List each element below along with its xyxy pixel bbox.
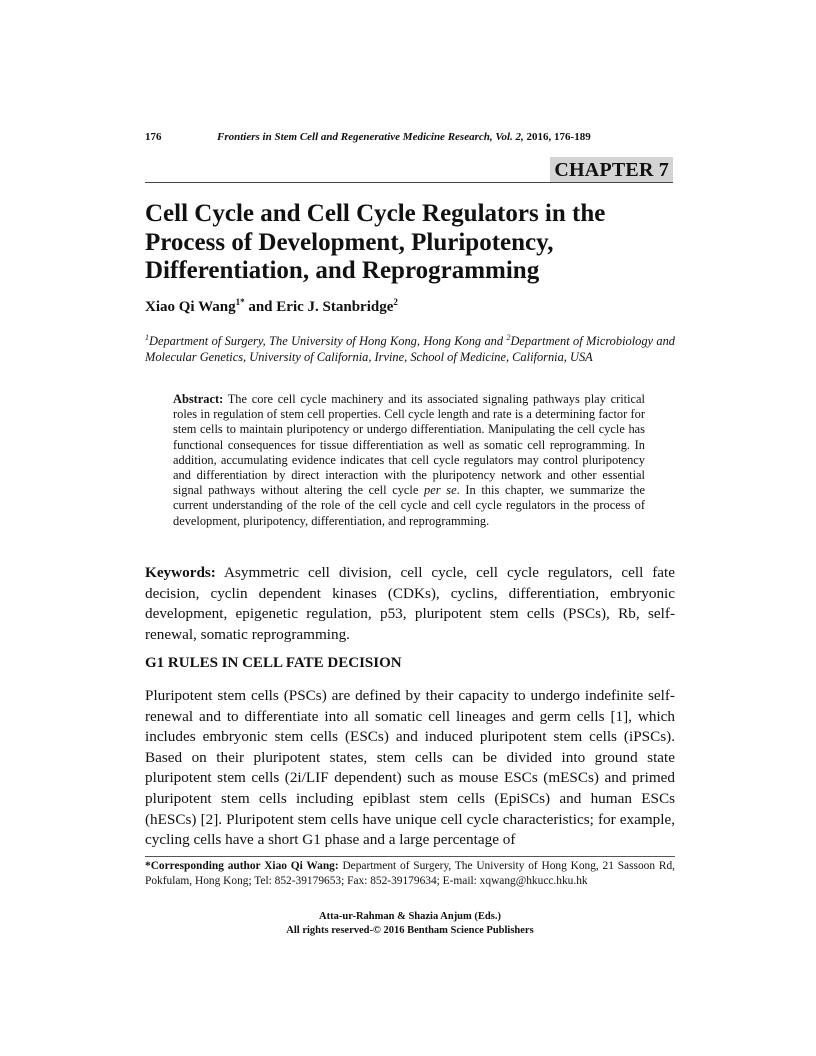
section-heading: G1 RULES IN CELL FATE DECISION [145,655,402,671]
rights-line: All rights reserved-© 2016 Bentham Science Publishers [286,924,534,936]
affiliation-text: Department of Surgery, The University of Hong Kong, Hong Kong and [149,334,507,349]
keywords [145,563,675,645]
author-conjunction: and [244,299,277,315]
footnote-text: Department of Surgery, The University of Hong Kong, 21 Sassoon Rd, Pokfulam, Hong Kong; Tel: 852-39179653; Fax: 852-39179634; E-mail: xqwang@hkucc.hku.hk [145,860,675,887]
affiliation-mark: 2 [506,333,511,342]
keywords-label: Keywords: [145,564,216,581]
body-paragraph: Pluripotent stem cells (PSCs) are defined by their capacity to undergo indefinite self-renewal and to differentiate into all somatic cell lineages and germ cells [1], which includes embryonic stem cells (ESCs) and induced pluripotent stem cells (iPSCs). Based on their pluripotent states, stem cells can be divided into ground state pluripotent stem cells (2i/LIF dependent) such as mouse ESCs (mESCs) and primed pluripotent stem cells including epiblast stem cells (EpiSCs) and human ESCs (hESCs) [2]. Pluripotent stem cells have unique cell cycle characteristics; for example, cycling cells have a short G1 phase and a large percentage of [145,687,675,849]
running-head [145,131,675,143]
footnote-divider [145,856,675,857]
page-number: 176 [145,131,162,143]
journal-year-pages: 2016, 176-189 [523,131,591,143]
chapter-divider [145,182,673,183]
author-name: Xiao Qi Wang [145,299,236,315]
author-affiliation-mark: 1* [235,297,245,307]
author-affiliation-mark: 2 [393,297,398,307]
footnote-label: *Corresponding author Xiao Qi Wang: [145,860,339,872]
abstract-text: The core cell cycle machinery and its associated signaling pathways play critical roles in regulation of stem cell properties. Cell cycle length and rate is a determining factor for stem cells to maintain pluripotency or undergo differentiation. Manipulating the cell cycle has functional consequences for tissue differentiation as well as somatic cell reprogramming. In addition, accumulating evidence indicates that cell cycle regulators may control pluripotency and differentiation by direct interaction with the pluripotency network and other essential signal pathways without altering the cell cycle [173,392,645,498]
abstract-italic: per se [424,483,457,498]
journal-name: Frontiers in Stem Cell and Regenerative Medicine Research, Vol. 2, [217,131,524,143]
publisher-info [145,910,675,937]
abstract-text: . In this chapter, we summarize the current understanding of the role of the cell cycle and cell cycle regulators in the process of development, pluripotency, differentiation, and reprogramming. [173,483,645,528]
keywords-text: Asymmetric cell division, cell cycle, cell cycle regulators, cell fate decision, cyclin dependent kinases (CDKs), cyclins, differentiation, embryonic development, epigenetic regulation, p53, pluripotent stem cells (PSCs), Rb, self-renewal, somatic reprogramming. [145,564,675,643]
paper-title: Cell Cycle and Cell Cycle Regulators in the Process of Development, Pluripotency, Differentiation, and Reprogramming [145,200,606,284]
affiliation-text: Department of Microbiology and Molecular Genetics, University of California, Irvine, School of Medicine, California, USA [145,334,676,364]
abstract-label: Abstract: [173,392,224,406]
affiliation-mark: 1 [145,333,149,342]
footnote [145,859,675,888]
chapter-label: CHAPTER 7 [550,157,673,183]
authors [145,297,675,316]
affiliation [145,330,675,365]
author-name: Eric J. Stanbridge [276,299,394,315]
abstract [173,392,645,529]
editors-line: Atta-ur-Rahman & Shazia Anjum (Eds.) [319,911,501,922]
